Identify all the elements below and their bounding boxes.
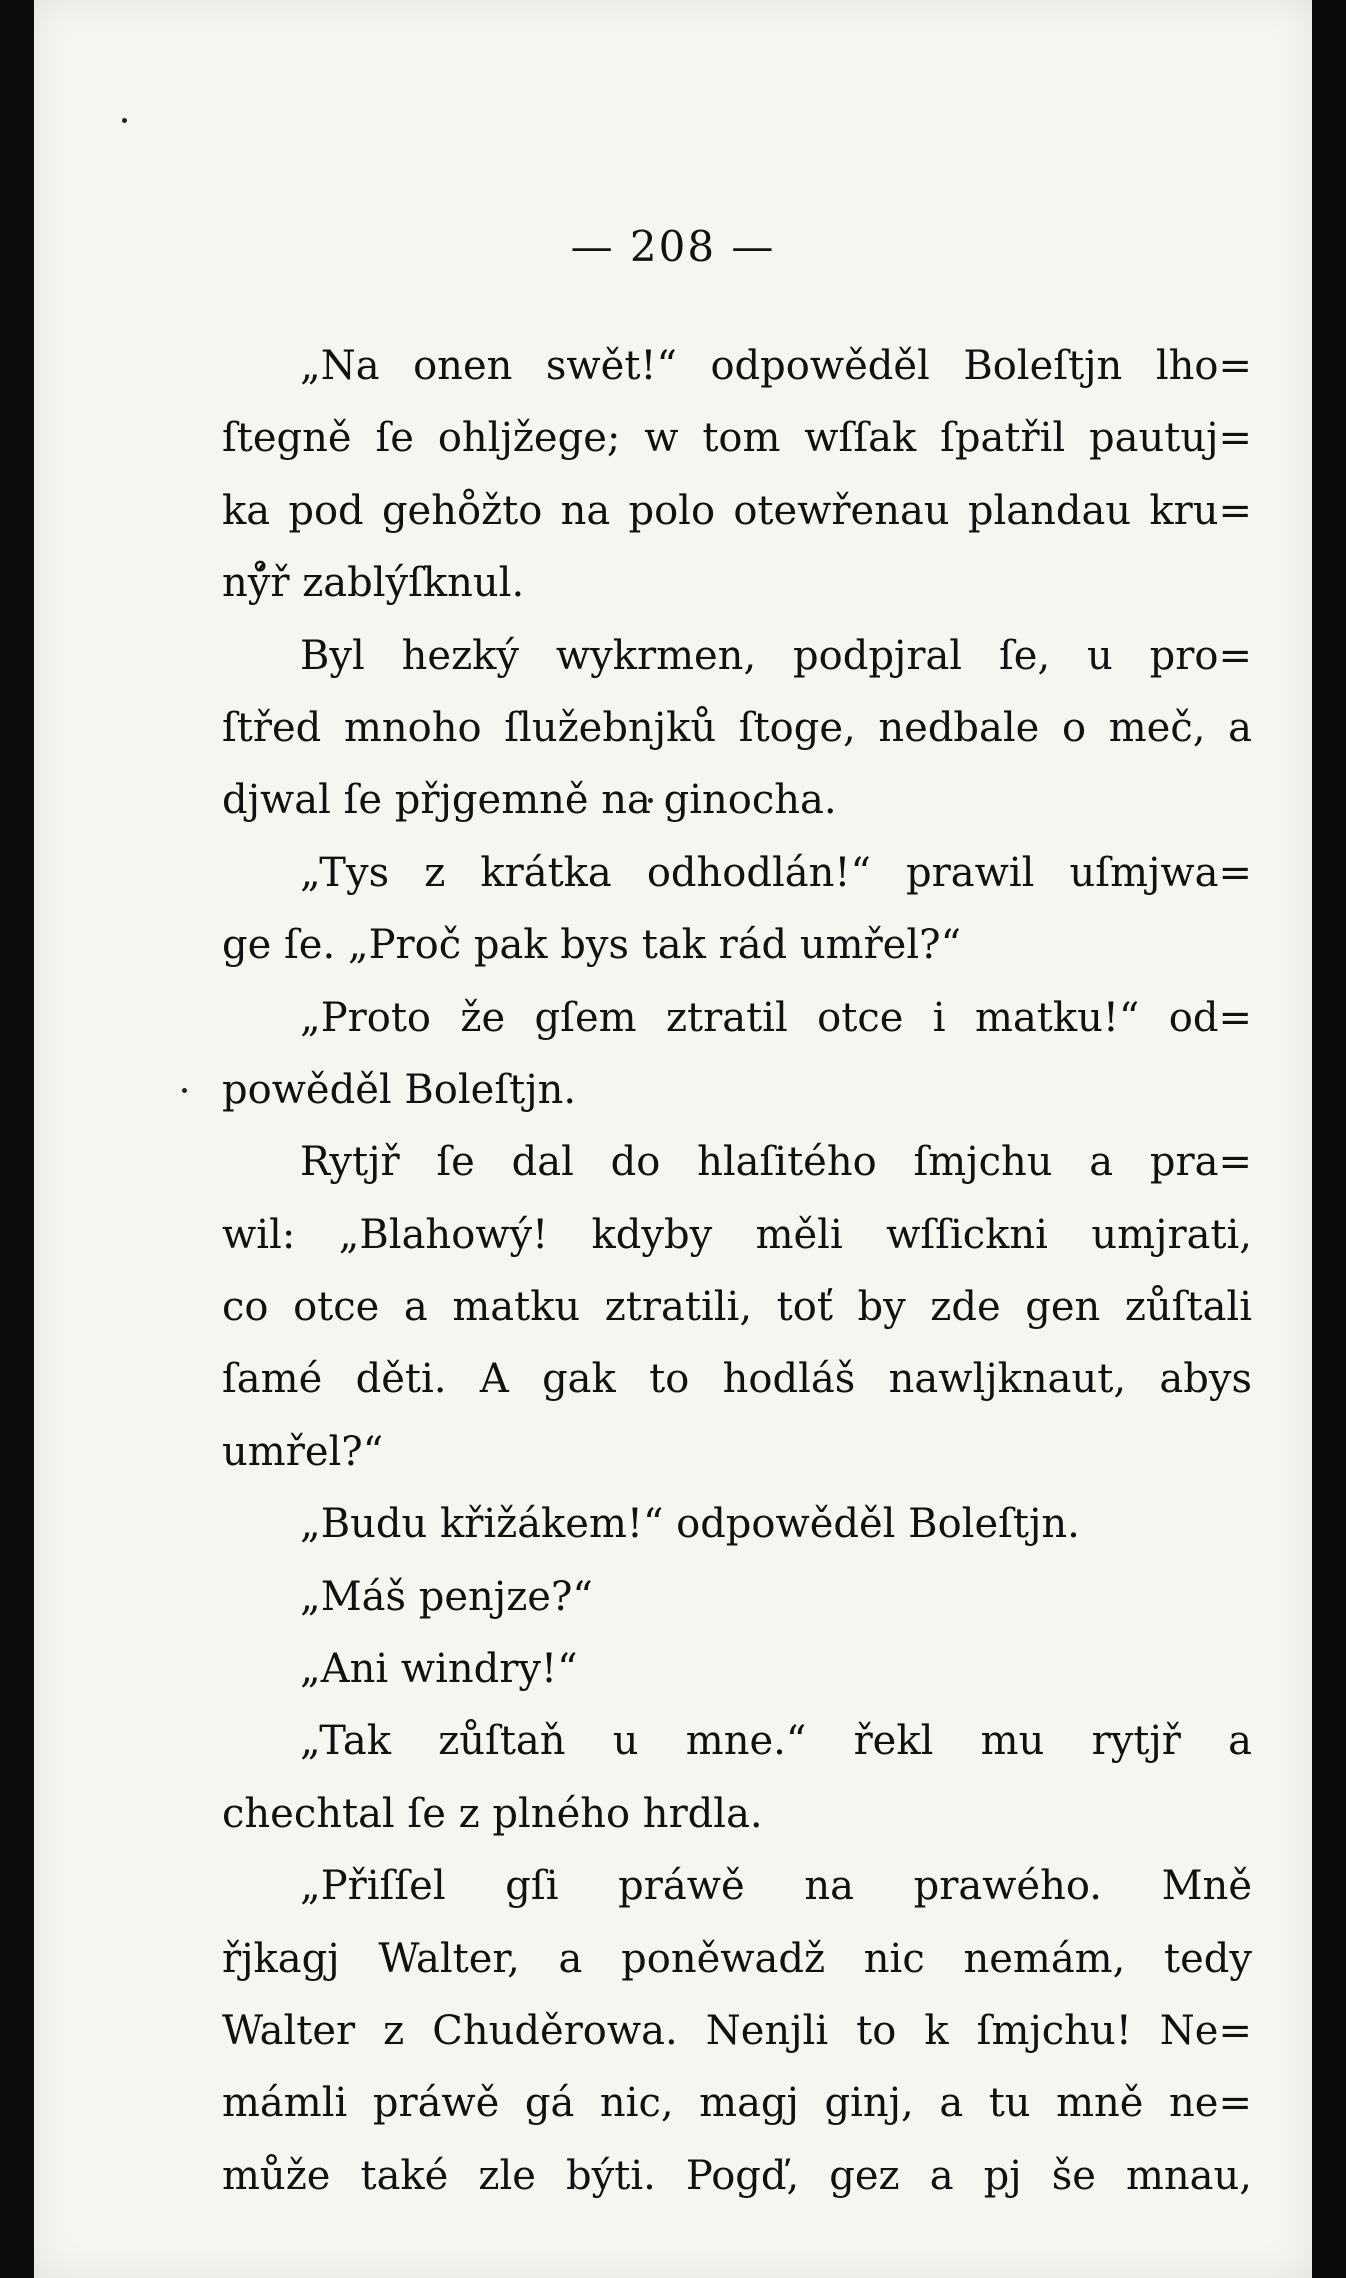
text-line: „Ani windry!“: [300, 1646, 578, 1693]
text-line: „Na onen swět!“ odpowěděl Boleſtjn lho=: [300, 343, 1252, 389]
page-number: — 208 —: [570, 222, 776, 271]
scan-edge: [1312, 0, 1346, 2278]
text-line: „Tys z krátka odhodlán!“ prawil uſmjwa=: [300, 849, 1252, 896]
body-text: [222, 330, 1252, 2212]
text-line: ný̊ř zablýſknul.: [222, 560, 525, 607]
text-line: „Budu křižákem!“ odpowěděl Boleſtjn.: [300, 1501, 1080, 1548]
text-line: ge ſe. „Proč pak bys tak rád umřel?“: [222, 922, 962, 969]
book-page: [34, 0, 1312, 2278]
text-line: řjkagj Walter, a poněwadž nic nemám, tedy: [222, 1935, 1252, 1982]
text-line: „Přiſſel gſi práwě na prawého. Mně: [300, 1863, 1252, 1910]
text-line: ſtegně ſe ohljžege; w tom wſſak ſpatřil pautuj=: [222, 415, 1252, 462]
text-line: „Tak zůſtaň u mne.“ řekl mu rytjř a: [300, 1718, 1252, 1765]
text-line: co otce a matku ztratili, toť by zde gen zůſtali: [222, 1284, 1252, 1331]
text-line: Walter z Chuděrowa. Nenjli to k ſmjchu! Ne=: [222, 2007, 1252, 2054]
text-line: Byl hezký wykrmen, podpjral ſe, u pro=: [300, 632, 1252, 679]
text-line: mámli práwě gá nic, magj ginj, a tu mně ne=: [222, 2080, 1252, 2127]
text-line: ſtřed mnoho ſlužebnjků ſtoge, nedbale o meč, a: [222, 704, 1252, 751]
text-line: „Proto že gſem ztratil otce i matku!“ od=: [300, 994, 1252, 1041]
text-line: Rytjř ſe dal do hlaſitého ſmjchu a pra=: [300, 1139, 1252, 1186]
ink-speck: [122, 118, 127, 123]
text-line: ka pod geho̊žto na polo otewřenau plandau kru=: [222, 487, 1252, 534]
ink-speck: [182, 1088, 187, 1093]
text-line: „Máš penjze?“: [300, 1573, 593, 1620]
text-line: wil: „Blahowý! kdyby měli wſſickni umjrati,: [222, 1211, 1252, 1258]
text-line: chechtal ſe z plného hrdla.: [222, 1790, 763, 1837]
text-line: může také zle býti. Pogď, gez a pj še mnau,: [222, 2152, 1252, 2199]
text-line: powěděl Boleſtjn.: [222, 1066, 577, 1113]
text-line: umřel?“: [222, 1428, 384, 1475]
text-line: djwal ſe přjgemně na ginocha.: [222, 777, 837, 824]
text-line: ſamé děti. A gak to hodláš nawljknaut, abys: [222, 1356, 1252, 1403]
